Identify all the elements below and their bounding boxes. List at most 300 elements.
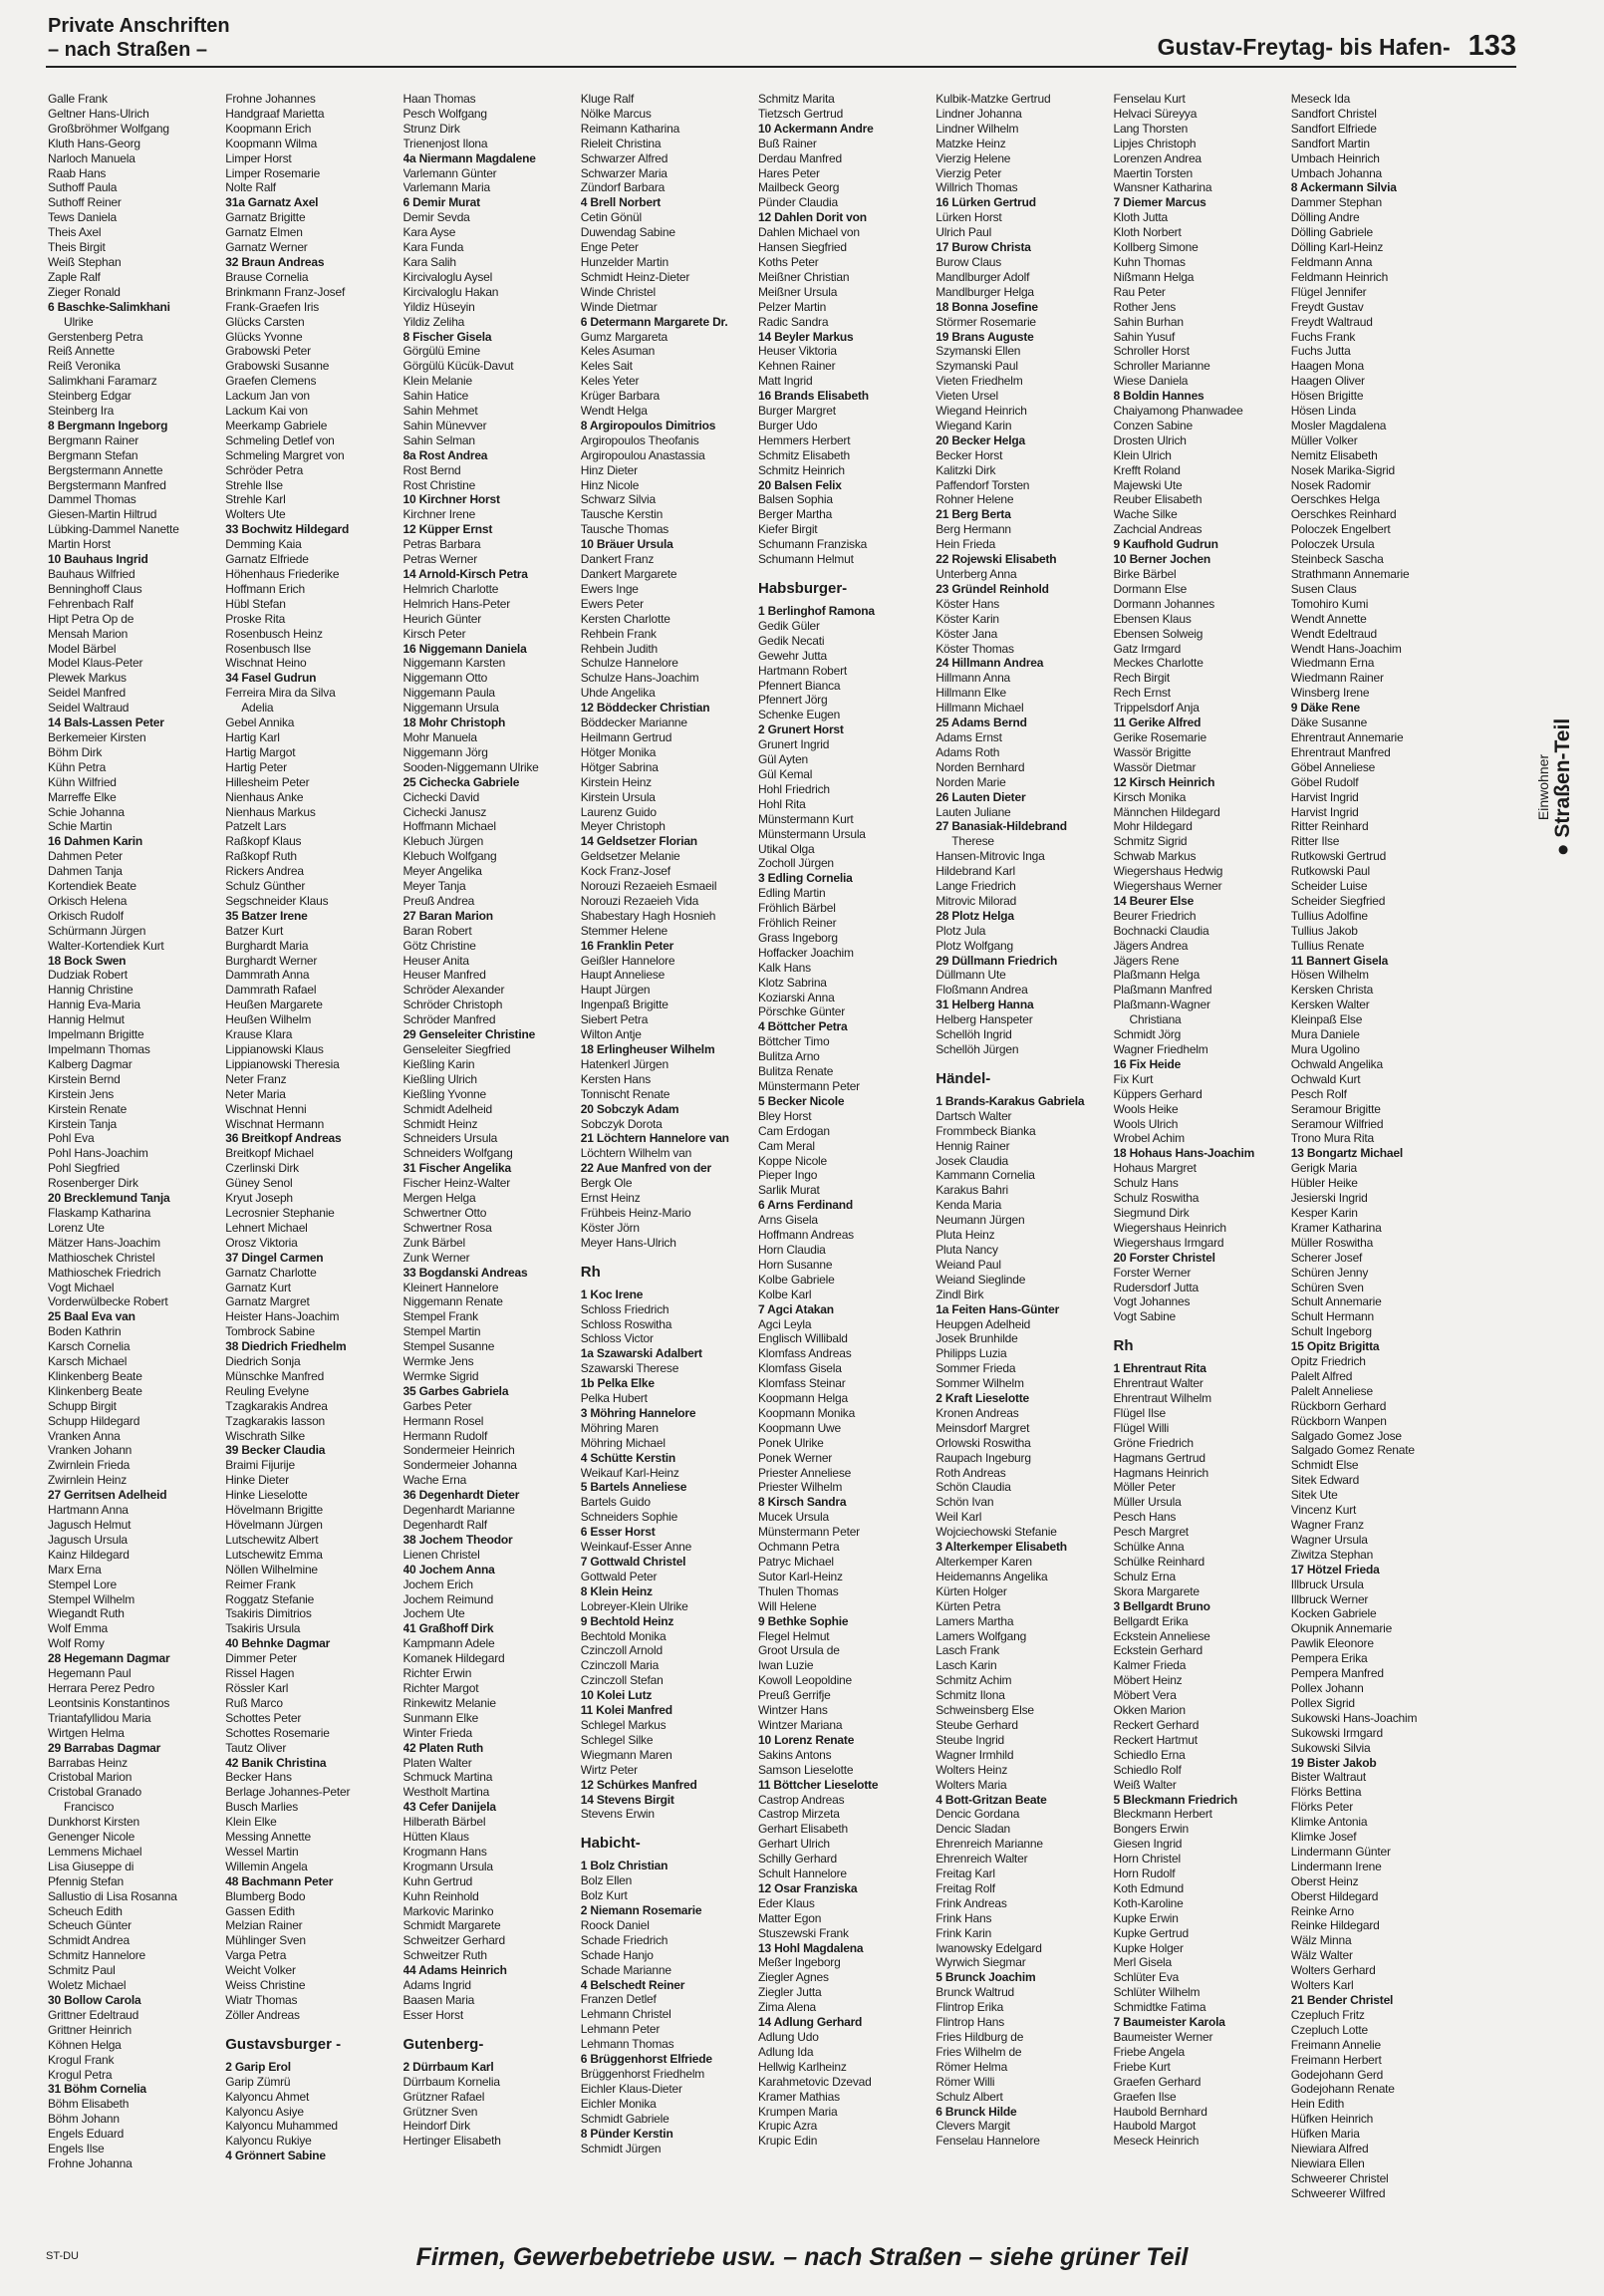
directory-entry: Pollex Sigrid bbox=[1290, 1695, 1355, 1710]
header-divider bbox=[46, 66, 1516, 68]
directory-entry: Becker Horst bbox=[936, 447, 1003, 462]
directory-entry: Bellgardt Erika bbox=[1113, 1613, 1189, 1628]
directory-entry: Schmidt Else bbox=[1290, 1458, 1359, 1473]
directory-entry: 9 Däke Rene bbox=[1290, 701, 1360, 716]
directory-entry: Jochem Ute bbox=[402, 1606, 465, 1621]
directory-entry: Hösen Linda bbox=[1290, 404, 1356, 419]
directory-entry: Siegmund Dirk bbox=[1113, 1205, 1190, 1220]
directory-entry: Hemmers Herbert bbox=[758, 432, 851, 447]
directory-entry: Susen Claus bbox=[1290, 581, 1357, 596]
directory-entry: Jagusch Ursula bbox=[48, 1532, 128, 1547]
directory-entry: Genenger Nicole bbox=[48, 1830, 135, 1845]
directory-entry: Theis Birgit bbox=[48, 240, 106, 255]
directory-entry: Rosenberger Dirk bbox=[48, 1176, 138, 1191]
directory-entry: Münstermann Kurt bbox=[758, 811, 854, 826]
directory-entry: Hötger Monika bbox=[580, 744, 657, 759]
directory-entry: Duwendag Sabine bbox=[580, 225, 675, 240]
directory-entry: 16 Fix Heide bbox=[1113, 1056, 1182, 1071]
directory-entry: Sunmann Elke bbox=[402, 1710, 479, 1725]
directory-entry: Köster Hans bbox=[936, 596, 1000, 611]
directory-entry: Wiedmann Rainer bbox=[1290, 671, 1384, 686]
directory-entry: Mathioschek Friedrich bbox=[48, 1265, 161, 1280]
directory-entry: 6 Baschke-Salimkhani bbox=[48, 299, 170, 314]
directory-entry: Kryut Joseph bbox=[225, 1191, 293, 1206]
directory-entry: Arns Gisela bbox=[758, 1213, 818, 1228]
directory-entry: Schellöh Jürgen bbox=[936, 1042, 1019, 1056]
directory-entry: Lübking-Dammel Nanette bbox=[48, 522, 179, 537]
directory-entry: Paffendorf Torsten bbox=[936, 477, 1030, 492]
directory-entry: Roth Andreas bbox=[936, 1465, 1006, 1480]
directory-entry: Fröhlich Bärbel bbox=[758, 901, 836, 916]
directory-entry: 4 Böttcher Petra bbox=[758, 1019, 848, 1034]
directory-entry: 31a Garnatz Axel bbox=[225, 195, 319, 210]
directory-entry: Jägers Rene bbox=[1113, 953, 1180, 968]
directory-entry: Flintrop Hans bbox=[936, 2015, 1005, 2030]
directory-entry: Hinz Nicole bbox=[580, 477, 640, 492]
directory-entry: Störmer Rosemarie bbox=[936, 314, 1036, 329]
directory-entry: Geltner Hans-Ulrich bbox=[48, 106, 149, 121]
directory-entry: Dölling Andre bbox=[1290, 210, 1360, 225]
directory-entry: Nienhaus Markus bbox=[225, 804, 316, 819]
directory-entry: Müller Volker bbox=[1290, 432, 1358, 447]
footer-code: ST-DU bbox=[46, 2250, 79, 2262]
directory-entry: Bergmann Rainer bbox=[48, 432, 139, 447]
directory-entry: Lemmens Michael bbox=[48, 1844, 142, 1859]
directory-entry: Ritter Reinhard bbox=[1290, 819, 1369, 834]
directory-entry: Lindermann Günter bbox=[1290, 1844, 1391, 1859]
directory-entry: 7 Baumeister Karola bbox=[1113, 2015, 1225, 2030]
directory-entry: Weicht Volker bbox=[225, 1963, 296, 1978]
directory-entry: Suthoff Paula bbox=[48, 180, 118, 195]
directory-entry: Götz Christine bbox=[402, 938, 476, 953]
directory-entry: Kühn Petra bbox=[48, 759, 107, 774]
directory-entry: Hannig Helmut bbox=[48, 1012, 125, 1027]
directory-entry: Lehmann Christel bbox=[580, 2007, 671, 2022]
directory-entry: 1 Bolz Christian bbox=[580, 1859, 668, 1873]
directory-entry: Wagner Ursula bbox=[1290, 1532, 1368, 1547]
directory-entry: Cetin Gönül bbox=[580, 210, 642, 225]
directory-entry: Roggatz Stefanie bbox=[225, 1591, 315, 1606]
directory-entry: Schmitz Achim bbox=[936, 1673, 1012, 1688]
directory-entry: 8 Klein Heinz bbox=[580, 1583, 653, 1598]
directory-entry: Haupt Anneliese bbox=[580, 968, 666, 983]
directory-entry: Schmitz Elisabeth bbox=[758, 447, 850, 462]
directory-entry: 38 Diedrich Friedhelm bbox=[225, 1339, 347, 1354]
directory-entry: Nölke Marcus bbox=[580, 106, 652, 121]
directory-entry: Horn Christel bbox=[1113, 1852, 1181, 1866]
directory-entry: Pelzer Martin bbox=[758, 299, 827, 314]
directory-entry: Opitz Friedrich bbox=[1290, 1354, 1366, 1369]
directory-entry: Krüger Barbara bbox=[580, 389, 660, 404]
directory-entry: Fröhlich Reiner bbox=[758, 916, 837, 931]
directory-entry: Rost Bernd bbox=[402, 462, 461, 477]
directory-entry: Raab Hans bbox=[48, 165, 107, 180]
directory-entry: Wintzer Mariana bbox=[758, 1717, 843, 1732]
directory-entry: Reimer Frank bbox=[225, 1577, 296, 1591]
directory-entry: Wiegershaus Irmgard bbox=[1113, 1235, 1224, 1250]
directory-entry: Sommer Wilhelm bbox=[936, 1376, 1024, 1391]
directory-entry: Heindorf Dirk bbox=[402, 2119, 470, 2134]
directory-entry: Kronen Andreas bbox=[936, 1405, 1019, 1420]
directory-entry: Lippianowski Klaus bbox=[225, 1042, 324, 1056]
directory-entry: Schult Hannelore bbox=[758, 1866, 847, 1881]
directory-entry: Wälz Walter bbox=[1290, 1948, 1353, 1963]
directory-entry: Wiegershaus Werner bbox=[1113, 879, 1222, 894]
directory-entry: Pünder Claudia bbox=[758, 195, 838, 210]
directory-entry: Schade Marianne bbox=[580, 1962, 671, 1977]
directory-entry: Messing Annette bbox=[225, 1830, 311, 1845]
directory-entry: Scheider Luise bbox=[1290, 879, 1368, 894]
directory-entry: Rech Ernst bbox=[1113, 686, 1171, 701]
directory-entry: Illbruck Ursula bbox=[1290, 1577, 1364, 1591]
directory-entry: Hütten Klaus bbox=[402, 1830, 469, 1845]
directory-entry: Kara Salih bbox=[402, 254, 456, 269]
directory-entry: Haan Thomas bbox=[402, 92, 476, 106]
directory-entry: Großbröhmer Wolfgang bbox=[48, 121, 169, 136]
directory-entry: Lutschewitz Albert bbox=[225, 1532, 319, 1547]
directory-entry: Matzke Heinz bbox=[936, 136, 1006, 150]
directory-entry: Sahin Selman bbox=[402, 432, 475, 447]
directory-entry: 18 Bock Swen bbox=[48, 953, 127, 968]
directory-entry: 10 Kirchner Horst bbox=[402, 492, 500, 507]
directory-entry: Lackum Jan von bbox=[225, 389, 310, 404]
directory-entry: 12 Kirsch Heinrich bbox=[1113, 774, 1215, 789]
directory-entry: Kersken Christa bbox=[1290, 983, 1374, 998]
directory-entry: 12 Osar Franziska bbox=[758, 1880, 858, 1895]
directory-entry: Neter Franz bbox=[225, 1071, 287, 1086]
directory-entry: Hagmans Heinrich bbox=[1113, 1465, 1209, 1480]
directory-entry: Schroller Horst bbox=[1113, 344, 1190, 359]
directory-entry: Cam Meral bbox=[758, 1138, 815, 1153]
directory-entry: Wendt Hans-Joachim bbox=[1290, 641, 1402, 656]
directory-entry: Kramer Mathias bbox=[758, 2089, 840, 2104]
directory-entry: Schupp Birgit bbox=[48, 1398, 117, 1413]
directory-entry: Lasch Karin bbox=[936, 1658, 997, 1673]
directory-entry: Flaskamp Katharina bbox=[48, 1205, 151, 1220]
directory-entry: Reuling Evelyne bbox=[225, 1383, 309, 1398]
directory-entry: Sahin Münevver bbox=[402, 418, 487, 432]
directory-entry: Engels Ilse bbox=[48, 2142, 105, 2156]
directory-entry: Derdau Manfred bbox=[758, 150, 842, 165]
directory-entry: Gottwald Peter bbox=[580, 1569, 658, 1583]
directory-entry: Lorenz Ute bbox=[48, 1220, 105, 1235]
directory-entry: Lecrosnier Stephanie bbox=[225, 1205, 335, 1220]
directory-entry: 3 Möhring Hannelore bbox=[580, 1405, 696, 1420]
directory-entry: Schmitz Paul bbox=[48, 1963, 116, 1978]
directory-entry: Geldsetzer Melanie bbox=[580, 849, 680, 864]
directory-entry: Sahin Burhan bbox=[1113, 314, 1184, 329]
directory-entry: Hoffmann Michael bbox=[402, 819, 496, 834]
directory-entry: Schmidtke Fatima bbox=[1113, 2000, 1206, 2015]
directory-entry: Krause Klara bbox=[225, 1027, 293, 1042]
directory-entry: Frohne Johannes bbox=[225, 92, 316, 106]
directory-entry: 28 Plotz Helga bbox=[936, 908, 1014, 923]
directory-entry: Tomohiro Kumi bbox=[1290, 596, 1369, 611]
directory-entry: 14 Arnold-Kirsch Petra bbox=[402, 567, 528, 581]
directory-entry: Rissel Hagen bbox=[225, 1666, 295, 1681]
directory-entry: Floßmann Andrea bbox=[936, 983, 1028, 998]
directory-entry: Hegemann Paul bbox=[48, 1666, 132, 1681]
directory-entry: Schlüter Eva bbox=[1113, 1970, 1180, 1985]
directory-entry: Hinke Lieselotte bbox=[225, 1488, 308, 1503]
directory-entry: Schenke Eugen bbox=[758, 708, 841, 722]
directory-entry: Bleckmann Herbert bbox=[1113, 1807, 1212, 1822]
directory-entry: Kirstein Renate bbox=[48, 1101, 128, 1116]
directory-entry: 5 Becker Nicole bbox=[758, 1093, 845, 1108]
directory-entry: Yildiz Hüseyin bbox=[402, 299, 475, 314]
directory-entry: Vogt Sabine bbox=[1113, 1309, 1177, 1324]
directory-entry: Kirchner Irene bbox=[402, 507, 476, 522]
directory-entry: Rieleit Christina bbox=[580, 136, 662, 150]
directory-entry: Weiand Sieglinde bbox=[936, 1272, 1026, 1287]
street-heading: Gustavsburger - bbox=[225, 2035, 342, 2053]
directory-entry: Illbruck Werner bbox=[1290, 1591, 1369, 1606]
directory-entry: Schade Friedrich bbox=[580, 1932, 668, 1947]
directory-entry: 2 Grunert Horst bbox=[758, 722, 844, 737]
directory-entry: Kupke Erwin bbox=[1113, 1910, 1179, 1925]
directory-entry: Schön Claudia bbox=[936, 1480, 1011, 1495]
directory-entry: Sooden-Niggemann Ulrike bbox=[402, 759, 539, 774]
directory-entry: Zündorf Barbara bbox=[580, 180, 666, 195]
directory-entry: Frink Hans bbox=[936, 1910, 992, 1925]
directory-entry: Meyer Hans-Ulrich bbox=[580, 1235, 676, 1250]
directory-entry: Görgülü Emine bbox=[402, 344, 480, 359]
directory-entry: Klebuch Wolfgang bbox=[402, 849, 497, 864]
directory-entry: Grabowski Peter bbox=[225, 344, 311, 359]
directory-entry: Busch Marlies bbox=[225, 1800, 299, 1815]
directory-entry: Heuser Manfred bbox=[402, 968, 486, 983]
directory-entry: Kalberg Dagmar bbox=[48, 1056, 133, 1071]
directory-entry: Pesch Margret bbox=[1113, 1525, 1189, 1540]
header-title: Private Anschriften bbox=[48, 15, 230, 37]
directory-entry: Raupach Ingeburg bbox=[936, 1450, 1031, 1465]
directory-entry: Kuhn Reinhold bbox=[402, 1888, 479, 1903]
directory-entry: Schloss Victor bbox=[580, 1331, 654, 1346]
directory-entry: Lippianowski Theresia bbox=[225, 1056, 340, 1071]
directory-entry: Patryc Michael bbox=[758, 1555, 834, 1569]
directory-entry: 31 Fischer Angelika bbox=[402, 1161, 511, 1176]
directory-entry: Sukowski Irmgard bbox=[1290, 1725, 1383, 1740]
directory-entry: Orlowski Roswitha bbox=[936, 1435, 1031, 1450]
directory-entry: Friebe Kurt bbox=[1113, 2059, 1171, 2074]
directory-entry: Sarlik Murat bbox=[758, 1183, 820, 1198]
directory-entry: Helmrich Hans-Peter bbox=[402, 596, 511, 611]
directory-entry: Weil Karl bbox=[936, 1510, 982, 1525]
directory-entry: Mailbeck Georg bbox=[758, 180, 840, 195]
directory-entry: Schlegel Silke bbox=[580, 1732, 654, 1747]
directory-entry: Wintzer Hans bbox=[758, 1703, 828, 1718]
directory-entry: Enge Peter bbox=[580, 240, 639, 255]
directory-entry: Garnatz Elmen bbox=[225, 225, 303, 240]
directory-entry: Adlung Ida bbox=[758, 2044, 814, 2059]
directory-entry: Berkemeier Kirsten bbox=[48, 729, 146, 744]
directory-entry: Sakins Antons bbox=[758, 1747, 832, 1762]
directory-entry: Vranken Anna bbox=[48, 1428, 121, 1443]
directory-entry: Gröne Friedrich bbox=[1113, 1435, 1194, 1450]
directory-entry: Plaßmann-Wagner bbox=[1113, 998, 1210, 1012]
directory-entry: Ehrentraut Annemarie bbox=[1290, 729, 1404, 744]
directory-entry: Schlüter Wilhelm bbox=[1113, 1985, 1201, 2000]
directory-entry: 32 Braun Andreas bbox=[225, 254, 325, 269]
directory-entry: Mura Daniele bbox=[1290, 1027, 1360, 1042]
directory-entry: Alterkemper Karen bbox=[936, 1555, 1032, 1569]
directory-entry: Pempera Manfred bbox=[1290, 1666, 1384, 1681]
directory-entry: Utikal Olga bbox=[758, 841, 815, 856]
directory-entry: Wessel Martin bbox=[225, 1844, 299, 1859]
directory-entry: Karsch Cornelia bbox=[48, 1339, 131, 1354]
directory-entry: 14 Stevens Birgit bbox=[580, 1792, 674, 1807]
directory-entry: Haupt Jürgen bbox=[580, 983, 651, 998]
side-tab-label-small: Einwohner bbox=[1535, 753, 1551, 821]
directory-entry: Koopmann Monika bbox=[758, 1405, 856, 1420]
directory-entry: Jägers Andrea bbox=[1113, 938, 1189, 953]
directory-entry: Schult Annemarie bbox=[1290, 1294, 1382, 1309]
directory-entry: Priester Wilhelm bbox=[758, 1480, 843, 1495]
directory-entry: Hüfken Maria bbox=[1290, 2127, 1360, 2142]
directory-entry: Sahin Yusuf bbox=[1113, 329, 1176, 344]
directory-entry: Bulitza Renate bbox=[758, 1064, 834, 1079]
directory-entry: Schmeling Margret von bbox=[225, 447, 345, 462]
directory-entry: Palelt Anneliese bbox=[1290, 1383, 1373, 1398]
directory-entry: Handgraaf Marietta bbox=[225, 106, 325, 121]
directory-entry: Schulz Hans bbox=[1113, 1176, 1179, 1191]
directory-entry: Tsakiris Dimitrios bbox=[225, 1606, 312, 1621]
directory-entry: 14 Beyler Markus bbox=[758, 329, 854, 344]
directory-entry: Wojciechowski Stefanie bbox=[936, 1525, 1057, 1540]
directory-entry: Hüfken Heinrich bbox=[1290, 2112, 1374, 2127]
directory-entry: Hillmann Michael bbox=[936, 701, 1024, 716]
directory-entry: Römer Willi bbox=[936, 2074, 995, 2089]
directory-entry: Argiropoulou Anastassia bbox=[580, 447, 705, 462]
directory-entry: Impelmann Thomas bbox=[48, 1042, 150, 1056]
directory-entry: Trippelsdorf Anja bbox=[1113, 701, 1200, 716]
directory-entry: Kersten Charlotte bbox=[580, 611, 670, 626]
directory-entry: Stempel Lore bbox=[48, 1577, 117, 1591]
directory-entry: 8 Kirsch Sandra bbox=[758, 1495, 847, 1510]
directory-entry: Klomfass Gisela bbox=[758, 1361, 842, 1376]
directory-entry: 4 Belschedt Reiner bbox=[580, 1977, 685, 1992]
directory-entry: Palelt Alfred bbox=[1290, 1368, 1353, 1383]
directory-entry: Weiß Stephan bbox=[48, 254, 122, 269]
directory-entry: Wolters Heinz bbox=[936, 1762, 1008, 1777]
directory-entry: Schmidt Margarete bbox=[402, 1918, 501, 1933]
directory-entry: Iwan Luzie bbox=[758, 1658, 814, 1673]
directory-entry: Norouzi Rezaeieh Esmaeil bbox=[580, 879, 717, 894]
directory-entry: Graefen Gerhard bbox=[1113, 2074, 1202, 2089]
directory-entry: 1 Berlinghof Ramona bbox=[758, 604, 875, 618]
directory-entry: Schneiders Wolfgang bbox=[402, 1146, 513, 1161]
directory-entry: Giesen Ingrid bbox=[1113, 1837, 1183, 1852]
directory-entry: Lasch Frank bbox=[936, 1643, 1000, 1658]
directory-entry: Orosz Viktoria bbox=[225, 1235, 298, 1250]
directory-entry: 14 Geldsetzer Florian bbox=[580, 834, 697, 849]
directory-entry: 42 Platen Ruth bbox=[402, 1740, 484, 1755]
directory-entry: Niggemann Ursula bbox=[402, 701, 499, 716]
directory-entry: Wassör Dietmar bbox=[1113, 759, 1197, 774]
directory-entry: Ewers Peter bbox=[580, 596, 644, 611]
directory-entry: Ponek Ulrike bbox=[758, 1435, 824, 1450]
directory-entry: Kulbik-Matzke Gertrud bbox=[936, 92, 1051, 106]
directory-entry: Adams Ingrid bbox=[402, 1978, 471, 1993]
directory-entry: Höhenhaus Friederike bbox=[225, 567, 340, 581]
directory-entry: Rother Jens bbox=[1113, 299, 1176, 314]
directory-entry: Garnatz Charlotte bbox=[225, 1265, 317, 1280]
directory-entry: Rückborn Wanpen bbox=[1290, 1413, 1387, 1428]
directory-entry: Sahin Mehmet bbox=[402, 404, 478, 419]
directory-entry: Limper Horst bbox=[225, 150, 292, 165]
directory-entry: Feldmann Heinrich bbox=[1290, 269, 1389, 284]
directory-entry: Thulen Thomas bbox=[758, 1583, 839, 1598]
directory-entry: 18 Mohr Christoph bbox=[402, 716, 506, 730]
directory-entry: Wolters Ute bbox=[225, 507, 286, 522]
directory-entry: 13 Hohl Magdalena bbox=[758, 1940, 864, 1955]
directory-entry: Markovic Marinko bbox=[402, 1903, 494, 1918]
directory-entry: Wischnat Heino bbox=[225, 656, 307, 671]
directory-entry: Oerschkes Helga bbox=[1290, 492, 1380, 507]
directory-entry: Bolz Kurt bbox=[580, 1888, 628, 1903]
directory-entry: Wiegmann Maren bbox=[580, 1747, 672, 1762]
directory-entry: Hübler Heike bbox=[1290, 1176, 1358, 1191]
directory-entry: Birke Bärbel bbox=[1113, 567, 1177, 581]
directory-entry: Gül Ayten bbox=[758, 752, 809, 767]
directory-entry: Iwanowsky Edelgard bbox=[936, 1940, 1042, 1955]
directory-entry: Balsen Sophia bbox=[758, 492, 833, 507]
directory-entry: Böhm Dirk bbox=[48, 744, 103, 759]
directory-entry: Eichler Klaus-Dieter bbox=[580, 2081, 682, 2096]
directory-entry: Gedik Güler bbox=[758, 618, 820, 633]
directory-entry: Orkisch Helena bbox=[48, 893, 128, 908]
directory-entry: Meißner Ursula bbox=[758, 284, 838, 299]
directory-entry: Strehle Karl bbox=[225, 492, 286, 507]
directory-entry: Hösen Wilhelm bbox=[1290, 968, 1369, 983]
directory-entry: Seramour Wilfried bbox=[1290, 1116, 1384, 1131]
directory-entry: Poloczek Ursula bbox=[1290, 537, 1375, 552]
directory-entry: Bochnacki Claudia bbox=[1113, 923, 1209, 938]
directory-entry: Wolters Gerhard bbox=[1290, 1963, 1376, 1978]
directory-entry: Rost Christine bbox=[402, 477, 476, 492]
directory-entry: 36 Breitkopf Andreas bbox=[225, 1131, 342, 1146]
directory-entry: Gumz Margareta bbox=[580, 329, 668, 344]
directory-entry: Dencic Gordana bbox=[936, 1807, 1020, 1822]
directory-entry: Kirstein Bernd bbox=[48, 1071, 121, 1086]
directory-entry: Münstermann Ursula bbox=[758, 826, 866, 841]
directory-entry: Wagner Friedhelm bbox=[1113, 1042, 1208, 1056]
directory-entry: Vorderwülbecke Robert bbox=[48, 1294, 168, 1309]
directory-entry: Tautz Oliver bbox=[225, 1740, 287, 1755]
directory-entry: Krogul Petra bbox=[48, 2067, 113, 2082]
directory-entry: Feldmann Anna bbox=[1290, 254, 1373, 269]
directory-entry: 8 Ackermann Silvia bbox=[1290, 180, 1397, 195]
directory-entry: Lindermann Irene bbox=[1290, 1859, 1382, 1873]
directory-entry: Däke Susanne bbox=[1290, 716, 1368, 730]
directory-entry: Münstermann Peter bbox=[758, 1525, 860, 1540]
directory-entry: Seramour Brigitte bbox=[1290, 1101, 1381, 1116]
directory-entry: Reiß Veronika bbox=[48, 359, 121, 374]
directory-entry: Ponek Werner bbox=[758, 1450, 833, 1465]
directory-entry: Klomfass Andreas bbox=[758, 1346, 852, 1361]
directory-entry: Brunck Waltrud bbox=[936, 1985, 1015, 2000]
directory-entry: Winde Christel bbox=[580, 284, 656, 299]
directory-columns bbox=[48, 92, 1461, 2234]
directory-column-2 bbox=[225, 92, 395, 2234]
directory-entry: Lindner Johanna bbox=[936, 106, 1022, 121]
directory-entry: Schulze Hans-Joachim bbox=[580, 671, 699, 686]
directory-entry: Heister Hans-Joachim bbox=[225, 1309, 340, 1324]
directory-entry: Dürrbaum Kornelia bbox=[402, 2074, 500, 2089]
directory-entry: Hermann Rosel bbox=[402, 1413, 484, 1428]
directory-entry: Kara Ayse bbox=[402, 225, 456, 240]
directory-entry: Eichler Monika bbox=[580, 2096, 657, 2111]
